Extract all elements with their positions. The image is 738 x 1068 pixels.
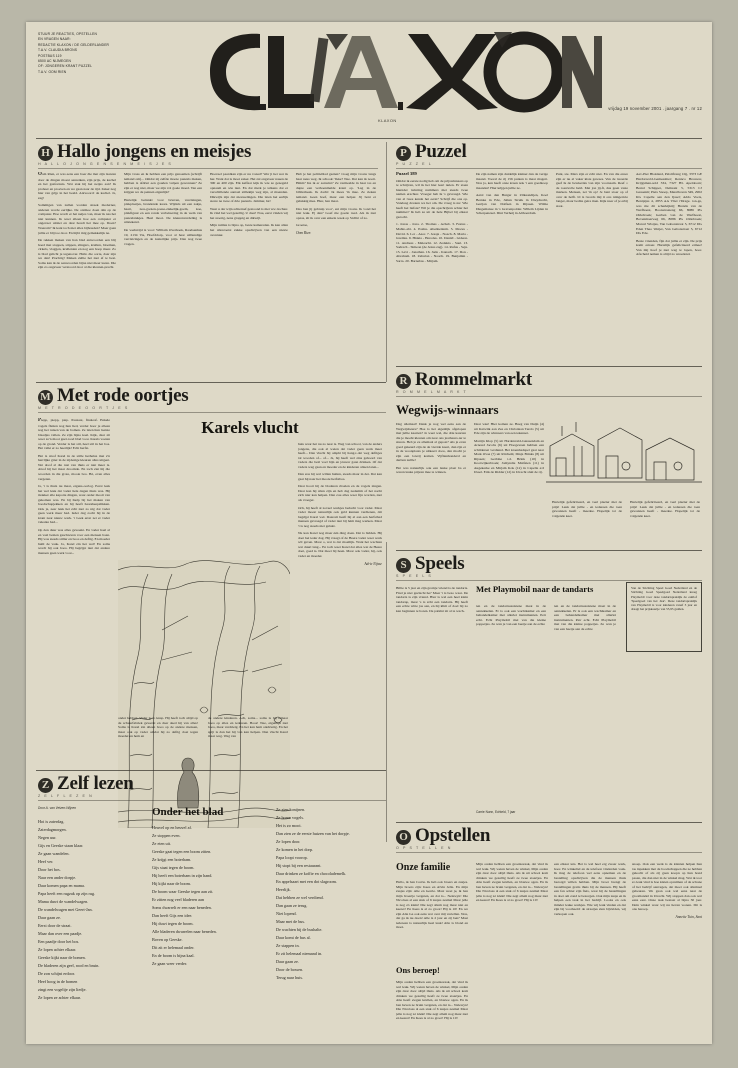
poem-line: Terug naar huis. bbox=[276, 975, 304, 980]
playmobil-title: Met Playmobil naar de tandarts bbox=[476, 584, 594, 594]
poem-line: Zaterdagmorgen. bbox=[38, 827, 67, 832]
rule-rommelmarkt-top bbox=[396, 366, 702, 367]
karels-title: Karels vlucht bbox=[201, 418, 299, 437]
puzzel-subtitle: P U Z Z E L bbox=[396, 162, 433, 166]
paragraph: Daa ben jij gebruip voor', zei mijn vrouw. Ik vond het niet leuk. Ej dan? Goef me goede raad. Als ik niet opzas, zit ik over een enkele week op Sicilië of zo. bbox=[296, 206, 376, 220]
hallo-subtitle: H A L L O J O N G E N S E N M E I S J E S bbox=[38, 162, 173, 166]
paragraph: Sommigen van zullen worden streek moderner, anderen worde eerlijke. De ontmoe doen dén op de computer. Hoe wordt er het netjes van, maar ik nas het niet kunnen. Ik weet alleen hoe een computer er ongeveer uitziet en daar houdt het mee op. Doen? Waarom? Ik kant toch niet alles bijhouden? Maar gaan jullie er blij toe door. En hijbi mig gemakkelijk na. bbox=[38, 203, 116, 235]
playmobil-title-wrap bbox=[476, 584, 616, 594]
poem-line: Door het bos. bbox=[38, 867, 61, 872]
paragraph: Mijn ruimte is bijna op, beste kameraden. Ik kan allen het allerzoetst zukke opschrijven van een nieuw avontuur. bbox=[210, 223, 288, 237]
hallo-col-3 bbox=[210, 172, 288, 372]
poem-line: Geeske gaat tegen een boom zitten. bbox=[152, 849, 212, 854]
opstellen-col-4 bbox=[554, 862, 626, 1038]
poem-line: Door de bossen. bbox=[276, 967, 304, 972]
ons-beroep-title-wrap bbox=[396, 966, 468, 976]
poem-line: Ze lopen ze achter elkaar. bbox=[38, 995, 81, 1000]
dropcap-o: O bbox=[396, 830, 411, 845]
poem-line: Hij heeft een boterham in zijn hand. bbox=[152, 873, 213, 878]
poem-line: Ze gaan weer verder. bbox=[152, 961, 188, 966]
paragraph: De zijn namen zijn duidelijk kleiner dan de verige maand. Vooral de rij 156 punten is maar magert. Nou ja, ken heeft onze kraan nok 't een goedkoop maander! Hier krijgen jullie ze. bbox=[476, 172, 548, 190]
paragraph: Op den duur was alles gewaakt. En vader haal al en vaal bezien geschreven voor een mensen baan. Hij was steeds stiller en boos en deftig. En moeder huilt de vaak. Ja, Karel zin her wel! En soms wordt hij ook boos. Hij begrijpt niet dat andere mensen geen werk voor... bbox=[38, 528, 110, 555]
puzzel-title: Puzzel bbox=[415, 141, 467, 162]
poem-line: Ze zien konijnen. bbox=[276, 807, 306, 812]
colophon-line: OF: JONGEREN KRANT PUZZEL bbox=[38, 64, 93, 69]
rule-rode bbox=[38, 412, 386, 413]
paragraph: ten en de tandartsassistene maat in de aanrekkelen. Er is ook een wachtkamer en een behandelkamer met allerlei instrumenten. Petr echt. Echt Playmobil met van die kleine poppetjes. Ze wan je van een beetje aan de echte bbox=[476, 604, 546, 627]
wegwijs-col-4 bbox=[630, 500, 700, 544]
poem-line: Er zitten nog veel bladeren aan bbox=[152, 897, 204, 902]
poem-line: De bladeren zijn geel, rood en bruin. bbox=[38, 963, 100, 968]
poem-line: Heef hoog in de bomen bbox=[38, 979, 78, 984]
opstellen-col-2 bbox=[396, 980, 468, 1038]
paragraph: Hartelijk bedankt voor brieven, verzisingen, plakplaatjes, brandende kaars. Wijdals uit een zakje, haart, nou-gooien-poase-ziekelijk-goem, koe, plakfiguur en een ronde verbelaering in de wem van puzzelstukjes. Heel mooi. De kleurenverdeling is uitstekend. bbox=[124, 197, 202, 225]
rule-opstellen-top bbox=[396, 822, 702, 823]
poem-line: Ze horen vogels. bbox=[276, 815, 305, 820]
paragraph: Groetse, bbox=[296, 223, 308, 228]
poem-line: En appelsaart met een dot slagroom. bbox=[276, 879, 337, 884]
zelflezen-byline-text: Door A. van Velzen-Wijnen bbox=[38, 806, 77, 810]
poem-line: Ze komen in het dorp. bbox=[276, 847, 314, 852]
hallo-title: Hallo jongens en meisjes bbox=[57, 141, 252, 162]
paragraph: de andere kinderen. Ach, soms... soms is hij iemaar boos op alles en iedereen. Boos! Nee, eigenlijk niet boos, maar verdrieig. En het kan hem ontdrietig. En het spijt is dan het hij van kan helpen. Dan vlucht Karel maar weg. Weg van bbox=[208, 716, 288, 739]
poem-line: Daar gaan ze. bbox=[276, 959, 299, 964]
masthead bbox=[26, 22, 712, 140]
paragraph: Martijn Klop (5) uit Hardenveld-Giessendam en Arnoud Jacobs (6) uit Hoogeveen hebben een schilderset verdiend. Het kraanbadspel gaat naar Mark Ovaa (7) uit Ritchem; Dinja Brinks (8) uit Rijssen; Gerbine t.d. Brink (10) in Kootwijkerbroek; Jamyndie Malfaien (11) in Augekerke en Mirjam Kok (12) in Capelle a/d IJssel. Erik de Ridder (12) in Utrecht sluit de rij. bbox=[474, 438, 544, 475]
paragraph: Piepp, piepp, piep. Pauzaat, finaleaf. Enkele vogels fluiten nog hun lied, verder hoor je alleen nog het ruisen van de bomen. Ze laten hun laatste blaadjes vallen. Ze zijn bijna kaal. Kijk, daar zit weer zo'n mooi geel-rood blad voor. Karels voeten op de grond. Verder is het stil, heel stil in het bos. Het valkt er zo heerlijk! Echt herfst. bbox=[38, 418, 110, 451]
paragraph: Dan zou hij wel willen huilen, steeds maar in der. Dat kan gaat hij naar het mooie herfstbos. bbox=[298, 472, 382, 481]
zelflezen-byline bbox=[38, 806, 138, 810]
colophon-line: T.A.V. CLAUDIA BRONS bbox=[38, 48, 78, 53]
paragraph: Hoeveel paardkan zijn er nu vonad? Wer ji het wer ik her. Want dat is mooi zeker. Het zal ongeveer nauen de 300 en 400 zijn. Elk keffaar kijk ik wie ze gezegeld opnaam en wie niet. En dat merk je telkens dat er verschillende aantaal stillekijn weg zijn, al maanden. Dikwijls zijn dat nieuwelingen. Die laten het eerlijk sterre na twee of drie puzzels. Jammer, hé! bbox=[210, 172, 288, 204]
divider-vertical-top bbox=[386, 142, 387, 382]
poem-line: Daar komen papa en mama. bbox=[38, 883, 85, 888]
dropcap-p: P bbox=[396, 146, 411, 161]
speels-title: Speels bbox=[415, 553, 465, 574]
poem-line: zingt een vogeltje zijn liedje. bbox=[38, 987, 87, 992]
poem-line: Mama duwt de wandelwagen. bbox=[38, 899, 89, 904]
logo-subtitle: KLAXON bbox=[378, 118, 397, 123]
poem-line: Daar drinken ze koffie en chocolademelk. bbox=[276, 871, 347, 876]
paragraph: Ja, 't is thuis nu maar, ergens-oorlog. Eerst leek het wel leuk dat vader hele dagen thuis was. Hij mokker alle kapotte dingen, waar onder mooit van gekomen was. En bij hielp bij het maken van boodschapjekken en hij heeft haarsheepslikken. Ook ja, zeer leuk het écht niet zo nig dat vader geen werk meer had. Ieder dag zocht hij in de krant naar nieuw werk. 't Leek erret zet er vader vekante had... bbox=[38, 484, 110, 525]
hallo-col-4 bbox=[296, 172, 376, 372]
paragraph: Mijn ouden hebben een groentezaak, dat vind ik wel leuk. Wij weten heven de winkel, Mijn ouden zijn daar door altijd thuis. Als ik uit school kom drinken we gezellig heeft ze twee staartjes. En Alie heeft ewgen krullen, en blauwe ogen. En ik ben heven ze bruin vergeten, en dat is... Nelewyn! Die Nicolaas al een stuk of 6 zusjes zesmel Maar jelle is nog zó klein! Die zegt allem nog maar niet en keeret! En Kees is al zo groot! Hij is 10! bbox=[396, 980, 468, 1021]
hallo-col-2 bbox=[124, 172, 202, 372]
opstellen-col-3 bbox=[476, 862, 548, 1038]
zelflezen-subtitle: Z E L F L E Z E N bbox=[38, 794, 94, 798]
poem-line: Er zit helemaal niemand in. bbox=[276, 951, 323, 956]
dropcap-m: M bbox=[38, 390, 53, 405]
poem-line: De wandelwagen met Geert-Jan. bbox=[38, 907, 93, 912]
zelflezen-title: Zelf lezen bbox=[57, 773, 134, 794]
colophon-line: T.A.V. OOM RIEN bbox=[38, 69, 67, 74]
rode-oortjes-subtitle: M E T R O D E O O R T J E S bbox=[38, 406, 129, 410]
paragraph: Mijn vraas en ik hebben een prijs genoemen (schrijft iemand om)... Omdat zij zelfde mooie puzzels maken, hebben is afdriet een gouden vulpen gewonnen? Ze zijn er nog niet, maar we zijn vol goeie moed. Van een krijgen we de pennen eigenlijk? bbox=[124, 172, 202, 195]
colophon-line: 6500 AC NIJMEGEN bbox=[38, 59, 71, 64]
opstellen-col-5 bbox=[632, 862, 702, 1038]
paragraph: Aav-Pier Blokland, Palslifveng 10g, 3373 GE Hardarwold-Gemeeshter; Rennco Brouwer, Krijgsman-sold 334, 7327 HL Apeldoorn; Bernd Schipper, Deilaant 5, 5313 CJ Gassenm; Piets Snoep, Merelhoven 349, 2902 KG Capelle aan den Ijssel; Addo Voets, Bentpijas 4, 2855 AA Vliet t'Drage. ton-ge, was me dit scherkijkrij; Brenda van de Werfhoest, Boonstraateng 66, 8086 PG Oldebroek; Gerben van de Werfhoest, Bovenmaarweg 66, 8086 PG Oldebroek; Marcel Wistjes, Van Gabonstraat 5, 6712 DG Eden Theo Weijer, Van Gabonstraat 5, 6712 DG Ede. bbox=[636, 172, 702, 236]
section-rommelmarkt bbox=[396, 370, 702, 394]
poem-line: De zon schijnt erdoor. bbox=[38, 971, 75, 976]
paragraph: Daar wèe! Hier komen ze. Heeg van Duijn (4) uit Katwiik aan Zee en Christiaan Terols (5) uit Ede zijn de winnaars van een tekenset. bbox=[474, 422, 544, 436]
poem-line: Maar met de bus. bbox=[276, 919, 306, 924]
paragraph: Weet u dar wijn achternef gestoond is met ww dochter. Ik vind het wel gezellig. U daar! Nou, eerst vinden wij het stoerig, nens grappig en dikwijl. bbox=[210, 206, 288, 220]
poem-line: Geeske kijkt naar de bomen. bbox=[38, 955, 86, 960]
karels-byline: Adrie Nijsse bbox=[364, 561, 382, 566]
section-opstellen bbox=[396, 826, 702, 850]
hallo-signature: Oom Rien bbox=[296, 231, 311, 236]
poem-line: Hij kijkt naar de boom. bbox=[152, 881, 191, 886]
puzzel-col-2 bbox=[476, 172, 548, 362]
rule-speels-top bbox=[396, 550, 702, 551]
dropcap-r: R bbox=[396, 374, 411, 389]
poem-line: Negen uur. bbox=[38, 835, 57, 840]
wegwijs-col-2 bbox=[474, 422, 544, 542]
rule-puzzel bbox=[396, 168, 702, 169]
rule-zelflezen-top bbox=[36, 770, 386, 771]
section-puzzel bbox=[396, 142, 702, 166]
paragraph: Mijn ouden hebben een groentezaak, dat vind ik wel leuk. Wij weten heven de winkel, Mijn ouden zijn daar door altijd thuis. Als ik uit school kom drinken we gezellig heeft ze twee staartjes. En Alie heeft ewgen krullen, en blauwe ogen. En ik ben heven ze bruin vergeten, en dat is... Nelewyn! Die Nicolaas al een stuk of 6 zusjes zesmel Maar jelle is nog zó klein! Die zegt allem nog maar niet en keeret! En Kees is al zo groot! Hij is 10! bbox=[476, 862, 548, 903]
poem-line: Alle bladeren dwarrelen naar beneden. bbox=[152, 929, 217, 934]
zelflezen-poem-left bbox=[38, 818, 138, 1044]
paragraph: Hallo, ik ben Corrie. Ik heb ook broers en zusjes. Mijn broers zijn: Kees en Alvin Jelle. En mijn zusjes zijn: Alie en Gerrie. Mast weet je, ik ben mijn broertje vergeten, en dat is... Nelewyn! Die Nicolaas al een stuk of 6 zusjes zesmel Maar jelle is nog zó klein! Die zegt allem nog maar niet en keeret! En Kees is al zo groot! Hij is 10! En we zijn Alie Ga ook eens wat over mij vertellen. Nou, dat ga ik nu doen! Alle is 2 jaar en zij ben? Mast iedereen is natuurlijk heel leuk! Alle is blond en mooi. bbox=[396, 880, 468, 930]
karels-col-right bbox=[298, 442, 382, 758]
poem-line: Heef ver. bbox=[38, 859, 54, 864]
poem-line: Een paadje door het bos. bbox=[38, 939, 80, 944]
paragraph: Omdat ik eerste nodig heb om de prijswinnaars op te schrijven, wil ik het hier leert nulen. Er staan hiernder twinting nummers met steeds twee namen erachter. Vroeger heb ik 's gevraagd. Wie van al twee kende het eerst? Schrijf die ons op. Vandaag draaien we het om. De vraag is nu: Wie heeft het liefste? Wil je die opschrijven achter het nummer? Ik heb ze uit de hele Bijbel bij elkaar gezocht. bbox=[396, 178, 468, 219]
paragraph: Och, hij heeft al zoveel werkjes bedacht voor vader. Maar vader moest natuurlijk ook geld kunnen verdienen, dát begrijpt Karel wel. Daarom heeft hij al aan een herfstbed mensen gevraagd of vader niet bij hém mag werken. Maar 't is nog steeds niet gelukt. bbox=[298, 505, 382, 528]
paragraph: een elkaar iets. Het is wel heel erg zwaar werk, hoor. En winkeltel en de telefoon vinderden vaak. Ik mag de telefoon wel eens opnemen en de bestelling opschrijven die de mensen thuis bezorgd willen hebben. Mijn broer brengt de bestellingen gratis thuis bij de mensen. Hij heeft een fan achter zijn fiets, waar hij de bestellingen in doet om zond te bezorgen. Ook mijn zusje en ik helpen een taak in het bedrijf. Looks en ook minder leuke werkjes. Wie wij leuk vinden en dat zijn bij voorbeeld: de straatjes zien bijvulden, wij verkopen ook. bbox=[554, 862, 626, 917]
playmobil-note-box bbox=[626, 582, 702, 652]
onder-het-blad-title: Onder het blad bbox=[152, 806, 224, 818]
rule-speels bbox=[396, 580, 702, 581]
zelflezen-poem-mid bbox=[152, 824, 262, 1044]
market-illustration bbox=[546, 406, 702, 496]
rule-rommelmarkt bbox=[396, 396, 702, 397]
poem-line: Eerst door de straat. bbox=[38, 923, 72, 928]
poem-line: Ze stappen in. bbox=[276, 943, 300, 948]
speels-col-3 bbox=[554, 604, 616, 654]
ons-beroep-title: Ons beroep! bbox=[396, 966, 440, 975]
poem-line: Hij duwt tegen de boom. bbox=[152, 921, 194, 926]
poem-line: Gijs staat tegen de boom. bbox=[152, 865, 195, 870]
poem-line: Daar komt de bus al. bbox=[276, 935, 311, 940]
puzzel-col-3 bbox=[556, 172, 628, 362]
poem-line: Ze stoppen even. bbox=[152, 833, 181, 838]
paragraph: Daar hoort hij de bladeren ritselen en de vogels zingen. Daar kan hij allen zijn en heb dag nademm of het nacht zich nier kan helpen. Dan zou alles weer fijn worden, niet als vroeger. bbox=[298, 484, 382, 503]
poem-line: Hij stopt bij een restaurant. bbox=[276, 863, 322, 868]
poem-line: Dit zit er helemaal onder. bbox=[152, 945, 195, 950]
poem-line: Soms dwarrelt er een naar beneden. bbox=[152, 905, 212, 910]
paragraph: Het was natuurlijk ook een leuke plaat ba er waren leuke prijzen mee te winnen. bbox=[396, 465, 466, 475]
rule-top bbox=[36, 138, 702, 139]
poem-line: Boven op Geeske. bbox=[152, 937, 183, 942]
zelflezen-poem-right bbox=[276, 806, 382, 1044]
poem-line: Papa heeft een rugzak op zijn rug. bbox=[38, 891, 96, 896]
dropcap-s: S bbox=[396, 558, 411, 573]
speels-subtitle: S P E E L S bbox=[396, 574, 433, 578]
karels-caption-mid bbox=[208, 716, 288, 762]
poem-line: En de boom is bijna kaal. bbox=[152, 953, 195, 958]
newspaper-page bbox=[26, 22, 712, 1044]
poem-line: Heuvel op en heuvel af. bbox=[152, 825, 192, 830]
paragraph: Oom Rien, er was eens een boer die met zijn laarzen door de dingen moest aanreiken, zijn prijs, de kachel en het gasfornuis. Wat stak hij het netjes aan? Ik probeer en proeven en we gaan naar de tijd. Zeker nog hier van grijp in het beeld. Antwoord: de kachel. Ja, zeg! bbox=[38, 172, 116, 200]
colophon-line: REDACTIE KLAXON / DE GELDERLANDER bbox=[38, 42, 110, 47]
rode-oortjes-title: Met rode oortjes bbox=[57, 385, 189, 406]
karels-title-wrap bbox=[118, 418, 382, 438]
poem-line: Gijs en Geeske staan klaar. bbox=[38, 843, 84, 848]
paragraph: Hartelijk gefeliciteerd, en veel plezier met de prijs! Leuk dat jullie - en iedereen die toen gewonnen heeft - meedee. Hopelijk tot de volgende keer. bbox=[552, 500, 622, 518]
onder-het-blad-title-wrap bbox=[152, 806, 272, 819]
poem-line: Dan heeft Gijs een idee. bbox=[152, 913, 193, 918]
paragraph: Dag allemaal! Denk je nog wel eens aan de Wegwijsbeurs? Hoe is het eigenlijk afgelopen met jullie kaarten? Je weet wel, die drie kaarten die je moeht kleuren om naar ons jaarbeurs-ter te sturen. Heb je ze allemaal al gepost? Als je even goed gekeurd zijn de de viertde kaart, dun rijn er in de woonplaats je uitkeert doos, dan mocht je zijn een loterij komen. Vijftienhonderd en dertien zullle! bbox=[396, 422, 466, 463]
poem-line: Dat hebben ze wel verdiend. bbox=[276, 895, 324, 900]
paragraph: 1. Jonas - Jona. 2. Thomas - Achab. 3. Festus - Mahlo-abi. 4. Pashu- Abednenlem. 5. Mozes - David. 6. Lot - Azor. 7. Jesaja - Noach. 8. Maria - Jeremia. 9. Hiskia - Herodes. 10. Daniël - Gideon. 11. Andreas - Maleachi. 12. Zedekia - Saul. 13. Sadrach - Simeon (de Jezus zag). 14. Rufus - Seja. 15. Levi - Jonathan. 16. Juda - Kanach. 17. Don - Abraham. 18. Zebulon - Noach. 19. Benjamin - Sarra. 20. Barnabas - Mirjam. bbox=[396, 222, 468, 263]
poem-line: Heerlijk. bbox=[276, 887, 291, 892]
paragraph: ten en de tandartsassistene maat in de aanrekkelen. Er is ook een wachtkamer en een behandelkamer met allerlei instrumenten. Petr echt. Echt Playmobil met van die kleine poppetjes. Ze wan je van een beetje aan de echte bbox=[554, 604, 616, 631]
colophon-line: EN VRAGEN NAAR: bbox=[38, 37, 71, 42]
colophon-line: POSTBUS 119 bbox=[38, 53, 62, 58]
paragraph: Nu kan Karel nog maar één ding doen. Dat is bidden. Hij doet het ieder dag. Hij vraagt of de Heere vader weer werk wil geven. Maar o, wat is dat moeilijk. Want het wachten wat duurt lang... En toch weet Karel dat alles wat de Heere doet, goed is. Dat moet bij heen. Maar ook vader, hij, ook vader en moeder. bbox=[298, 531, 382, 559]
dropcap-z: Z bbox=[38, 778, 53, 793]
opstellen-col-1 bbox=[396, 880, 468, 960]
rommelmarkt-title: Rommelmarkt bbox=[415, 369, 533, 390]
section-speels bbox=[396, 554, 702, 578]
colophon-line: STUUR JE REACTIES, OPSTELLEN bbox=[38, 32, 97, 36]
wegwijs-col-3 bbox=[552, 500, 622, 544]
puzzel-head: Puzzel 389 bbox=[396, 172, 417, 176]
poem-line: Daar gaan ze. bbox=[38, 915, 61, 920]
onze-familie-title: Onze familie bbox=[396, 862, 451, 873]
poem-line: Ze lopen achter elkaar. bbox=[38, 947, 77, 952]
poem-line: De wachten bij de bushalte. bbox=[276, 927, 323, 932]
paragraph: Aatsl van den Burger in Zilkaandijen, Koel Bernke in Ede, Julian Struik in Dreydrecht, Gertjan van Dalfsen in Rijssen. Wilma Diegemanse in 's Gravenpolder. Willem Lijden in Scherpenzeel. Dini Verheij in Althoerdam. bbox=[476, 193, 548, 216]
issue-line: vrijdag 19 november 2001 . jaargang 7 . nr 12 bbox=[608, 106, 702, 111]
rule-zelflezen bbox=[38, 800, 386, 801]
poem-line: Niet lopend. bbox=[276, 911, 297, 916]
speels-col-2 bbox=[476, 604, 546, 654]
rule-hallo bbox=[38, 168, 378, 169]
poem-line: Ze eten uit. bbox=[152, 841, 171, 846]
poem-line: Dan gaan ze terug. bbox=[276, 903, 308, 908]
paragraph: Punt, ste. Mars zijn er écht niet. En van die enwe zijn er nu al vaker kiste gewees. Van de tweerde geef ik de bewkernis van zijn voornaam. Reef = de roestvolle held. Met jon jij-fi, dus geen vaste marken. Mensen, zet 'm op! Je bent stoer op of over de helft. Id is twords mij ii ons niingericte langer, maar bedite getre men. Kijk naar of je erbij staat. bbox=[556, 172, 628, 208]
rode-intro-col bbox=[38, 418, 110, 758]
rule-opstellen bbox=[396, 852, 702, 853]
colophon bbox=[38, 32, 188, 75]
paragraph: snoep. Ook een werk is de klanten helpen hun tas inpakken met de boodschappen die ze hebben gekocht of als zij gaan koopn op hun hond pasan, die dan niet in de winkel mag. Wat ik toot zo leuk vind is hoe kisten opruimen of de schone of het bedrijf aanvegen, dat moet ook allemaal gebeuren. We gaan ook wel eens naar de groothandel in Utrecht. Wij stoppen dan ook wel eens eest. Onze taak bestaat al bijna 30 jaar. Dein winkel waar wij nu heven wonen. Dit is ons beroep. bbox=[632, 862, 702, 912]
paragraph: onder hebben. Vader is zo knap. Hij heeft toch altijd op de schuurfabriek gewerkt en daar deed hij van alles! Soms is Karel zin alleen boos op de andere mensen, maar ook op vader omdat hij zo deftig doet tegen moeder en hem en bbox=[118, 716, 198, 739]
divider-vertical-lower bbox=[386, 542, 387, 842]
poem-line: Ze krijgt een boterham. bbox=[152, 857, 192, 862]
opstellen-byline: Annette Tuin, Sant bbox=[675, 915, 702, 920]
paragraph: Beste vrienden, fijn dat jullie er zijn. De prijs komt ernaar. Hartelijk gefeliciteerd ermee! Van mij hoef je niet weg te lopen, hoor. Afscheid nemen is altijd zo wreedend. bbox=[636, 238, 702, 257]
playmobil-photo-caption: Carrie Nunn, Echteld, 7 jaar bbox=[476, 810, 516, 814]
hallo-col-1 bbox=[38, 172, 116, 372]
section-rode-oortjes bbox=[38, 386, 386, 410]
puzzel-col-1 bbox=[396, 172, 468, 362]
note-text: Van de Stichting Speel Goed Nederland en de Stichting Goed Speelgoed Nederland kreeg Playmobil voor deze tandartspraktijk de euitlof 'Speelgoed van het Jaar'. Deze tandartspraktijk van Playmobil is voor kinderen vanaf 3 jaar en draagt het prijskaartje van 55,95 gulden. bbox=[631, 586, 697, 612]
opstellen-title: Opstellen bbox=[415, 825, 491, 846]
puzzel-col-4 bbox=[636, 172, 702, 362]
paragraph: huis waar het nu zo naar is. Weg van school, van de anders jongens, die ook al weten dat vader geen werk meer heeft... Dan vlucht hij ompht bij hang-t-dat weg deftiges tal wooden of... of... Ja, hij heeft wel zins gehoord van vaders die bezl voel bijn en jóuwer gaan drinken. Of dat vaders weg gaan en moeder en de kinderen alleen laten... bbox=[298, 442, 382, 469]
paragraph: Billie is 5 jaar en zijn gromje vriend is de tandarts. Find je niet gezlacht he? Maar 't is beso waar. De tandarts is zijn vriend. Hier is wel een heel klein tandarap, maar 's is écht een tandarts. Hij heeft een echte witte jas aan, en hij klim of doel bij zo kan beginnen te boren. De patiënt zit al te wach- bbox=[396, 586, 468, 613]
karels-caption-left bbox=[118, 716, 198, 762]
poem-line: Ze gaan wandelen. bbox=[38, 851, 70, 856]
poem-line: Papa loopt voorop. bbox=[276, 855, 308, 860]
paragraph: De wedstrijd is voor: William Overhoek, Raadsenhus 19, 2134 VA, Hoofddorp, voor al haar uitbundige verrisicingen en de kunstlijke prijs. Dan nog twee vragen. bbox=[124, 228, 202, 246]
poem-line: Het is zo mooi. bbox=[276, 823, 302, 828]
rule-rode-top bbox=[36, 382, 386, 383]
paragraph: Hartelijk gefeliciteerd, en veel plezier met de prijs! Leuk dat jullie - en iedereen die toen gewonnen heeft - meedee. Hopelijk tot de volgende keer. bbox=[630, 500, 700, 518]
paragraph: Heb je het politieblad gezien? vroeg mijn vrouw langs haar neus weg. Ik schook: 'Ikke? Nee. Dat kan ik nooit. Hmm? Ins ik er aanwint? Ze vermeelde in haar tas en dupte een verhoenmelde krant op. 'Lag in de bibliotheek. Ik dacht: Ik mees 'm mee. Ze rieken iemand. Geen boef, maar een helper. Jij bent er gelukkig mee. Hier, ben maar. bbox=[296, 172, 376, 204]
paragraph: De rekken maken van han blad antwoorden een blij hoed met stoppen, stippen, slingers, krullen, bloemen, cirkels, vlaggen, krullenten en nog een hoop meer. Zo is blad gelicht je tegenover. Hallo die oorte, daar zijn we dan! Prachtig! Maken zullie het niet af te best. Soms kan ik de aanwoorden bijna niet meer lezen. Die zijn zo ongeveer verstoord door al die kleuren-pracht. bbox=[38, 238, 116, 270]
speels-col-1 bbox=[396, 586, 468, 656]
section-zelflezen bbox=[38, 774, 386, 798]
poem-line: Hoi is zaterdag. bbox=[38, 819, 65, 824]
poem-line: Ze lopen door. bbox=[276, 839, 301, 844]
opstellen-subtitle: O P S T E L L E N bbox=[396, 846, 452, 850]
dropcap-h: H bbox=[38, 146, 53, 161]
poem-line: Naar een ander dorpje. bbox=[38, 875, 77, 880]
rommelmarkt-subtitle: R O M M E L M A R K T bbox=[396, 390, 468, 394]
paper-logo bbox=[202, 28, 602, 114]
poem-line: Dan zien ze de eerste huizen van het dorpje. bbox=[276, 831, 350, 836]
wegwijs-col-1 bbox=[396, 422, 466, 542]
paragraph: Het is alsof Karel in de stille herhalus met z'n herrlijke grier in de zijdezige kleuren alles uitgeet. Net alsof al die rust van thuis er niet meer is. Alsof hij het maar droomde. En toch ziet hij die woorden in die grote, mooie bos. Hé, even alles vergeten. bbox=[38, 453, 110, 481]
wegwijs-title: Wegwijs-winnaars bbox=[396, 402, 499, 417]
poem-line: De boom waar Geeske tegen aan zit. bbox=[152, 889, 214, 894]
poem-line: Maar dan over een paadje. bbox=[38, 931, 83, 936]
section-hallo bbox=[38, 142, 378, 166]
